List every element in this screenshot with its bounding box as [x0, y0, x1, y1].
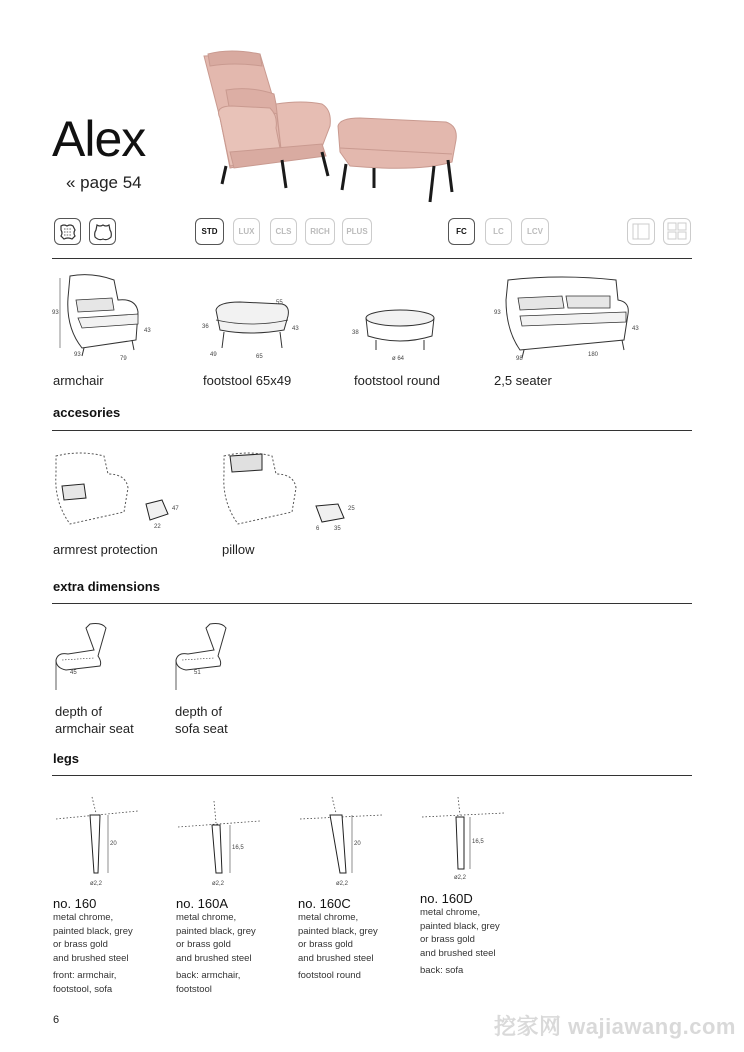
leg-desc-line: metal chrome,: [176, 912, 237, 923]
leg-name: no. 160D: [420, 891, 473, 906]
leg-desc-line: and brushed steel: [298, 952, 374, 964]
footstool-round-drawing: [350, 306, 450, 364]
leg-desc-line: or brass gold: [298, 939, 353, 950]
badge-lc: LC: [485, 218, 512, 245]
armrest-protection-drawing: [50, 448, 190, 536]
dim-label: 43: [632, 326, 639, 332]
leg-desc-line: and brushed steel: [53, 952, 129, 964]
leg-name: no. 160C: [298, 896, 351, 911]
dim-label: 43: [292, 326, 299, 332]
section-heading-extra-dimensions: extra dimensions: [53, 579, 160, 594]
leg-desc-line: painted black, grey: [420, 920, 500, 932]
armchair-drawing: [52, 268, 162, 364]
dim-label: 93: [52, 310, 59, 316]
section-heading-legs: legs: [53, 751, 80, 766]
divider: [52, 258, 692, 259]
badge-plus: PLUS: [342, 218, 372, 245]
leg-desc-line: metal chrome,: [298, 912, 359, 923]
dim-label: 93: [494, 310, 501, 316]
extra-caption-line: depth of: [55, 704, 102, 719]
leg-desc-line: painted black, grey: [298, 925, 378, 937]
dim-label: 16,5: [232, 845, 244, 851]
fabric-icon: [54, 218, 81, 245]
leg-use-line: back: sofa: [420, 965, 464, 976]
badge-fc: FC: [448, 218, 475, 245]
model-caption: 2,5 seater: [494, 373, 552, 388]
module-grid-icon: [663, 218, 691, 245]
dim-label: ø2,2: [90, 881, 103, 887]
page-number: 6: [53, 1014, 60, 1026]
dim-label: 38: [352, 330, 359, 336]
leg-desc-line: painted black, grey: [53, 925, 133, 937]
extra-caption-line: armchair seat: [55, 721, 134, 736]
pillow-drawing: [218, 448, 368, 536]
footstool-65x49-drawing: [200, 296, 310, 364]
dim-label: 49: [210, 352, 217, 358]
accessory-caption: pillow: [222, 542, 255, 557]
dim-label: 43: [144, 328, 151, 334]
badge-std: STD: [195, 218, 224, 245]
leg-desc-line: and brushed steel: [176, 952, 252, 964]
leg-desc-line: metal chrome,: [53, 912, 114, 923]
dim-label: 65: [256, 354, 263, 360]
badge-lux: LUX: [233, 218, 260, 245]
dim-label: 47: [172, 506, 179, 512]
dim-label: 6: [316, 526, 320, 532]
leg-use-line: front: armchair,: [53, 970, 117, 981]
leather-icon: [89, 218, 116, 245]
dim-label: 79: [120, 356, 127, 362]
dim-label: 20: [110, 841, 117, 847]
sofa-seat-depth-drawing: [170, 620, 236, 694]
divider: [52, 430, 692, 431]
leg-160a-drawing: [174, 793, 264, 889]
leg-use-line: footstool, sofa: [53, 983, 113, 995]
model-caption: footstool 65x49: [203, 373, 292, 388]
leg-desc-line: metal chrome,: [420, 907, 481, 918]
leg-name: no. 160: [53, 896, 97, 911]
badge-cls: CLS: [270, 218, 297, 245]
section-heading-accessories: accesories: [53, 405, 121, 420]
leg-160d-drawing: [418, 793, 508, 889]
accessory-caption: armrest protection: [53, 542, 158, 557]
leg-use-line: footstool round: [298, 970, 361, 981]
dim-label: 16,5: [472, 839, 484, 845]
divider: [52, 775, 692, 776]
watermark: 挖家网 wajiawang.com: [494, 1014, 736, 1039]
page-title: Alex: [52, 111, 146, 167]
extra-caption-line: sofa seat: [175, 721, 228, 736]
leg-info: [176, 896, 296, 996]
extra-caption: [55, 703, 134, 737]
dim-label: ø2,2: [336, 881, 349, 887]
dim-label: 36: [202, 324, 209, 330]
dim-label: 25: [348, 506, 355, 512]
dim-label: ø2,2: [454, 875, 467, 881]
model-caption: armchair: [53, 373, 104, 388]
leg-info: [53, 896, 173, 996]
sofa-drawing: [492, 270, 642, 364]
leg-desc-line: painted black, grey: [176, 925, 256, 937]
leg-info: [298, 896, 418, 983]
leg-desc-line: or brass gold: [176, 939, 231, 950]
divider: [52, 603, 692, 604]
dim-label: 45: [70, 670, 77, 676]
extra-caption: [175, 703, 228, 737]
leg-160c-drawing: [296, 793, 386, 889]
dim-label: 180: [588, 352, 599, 358]
dim-label: 93: [74, 352, 81, 358]
leg-info: [420, 891, 540, 978]
badge-lcv: LCV: [521, 218, 549, 245]
dim-label: ø2,2: [212, 881, 225, 887]
leg-use-line: footstool: [176, 983, 212, 995]
leg-160-drawing: [52, 793, 142, 889]
product-photo: [190, 48, 470, 208]
leg-use-line: back: armchair,: [176, 970, 241, 981]
leg-desc-line: or brass gold: [53, 939, 108, 950]
dim-label: 20: [354, 841, 361, 847]
module-single-icon: [627, 218, 655, 245]
dim-label: 51: [194, 670, 201, 676]
leg-desc-line: and brushed steel: [420, 947, 496, 959]
leg-desc-line: or brass gold: [420, 934, 475, 945]
page-reference: « page 54: [66, 173, 142, 192]
dim-label: 98: [516, 356, 523, 362]
dim-label: 35: [334, 526, 341, 532]
leg-name: no. 160A: [176, 896, 229, 911]
dim-label: 22: [154, 524, 161, 530]
badge-rich: RICH: [305, 218, 335, 245]
extra-caption-line: depth of: [175, 704, 222, 719]
dim-label: ø 64: [392, 356, 405, 362]
dim-label: 55: [276, 300, 283, 306]
model-caption: footstool round: [354, 373, 441, 388]
armchair-seat-depth-drawing: [50, 620, 116, 694]
